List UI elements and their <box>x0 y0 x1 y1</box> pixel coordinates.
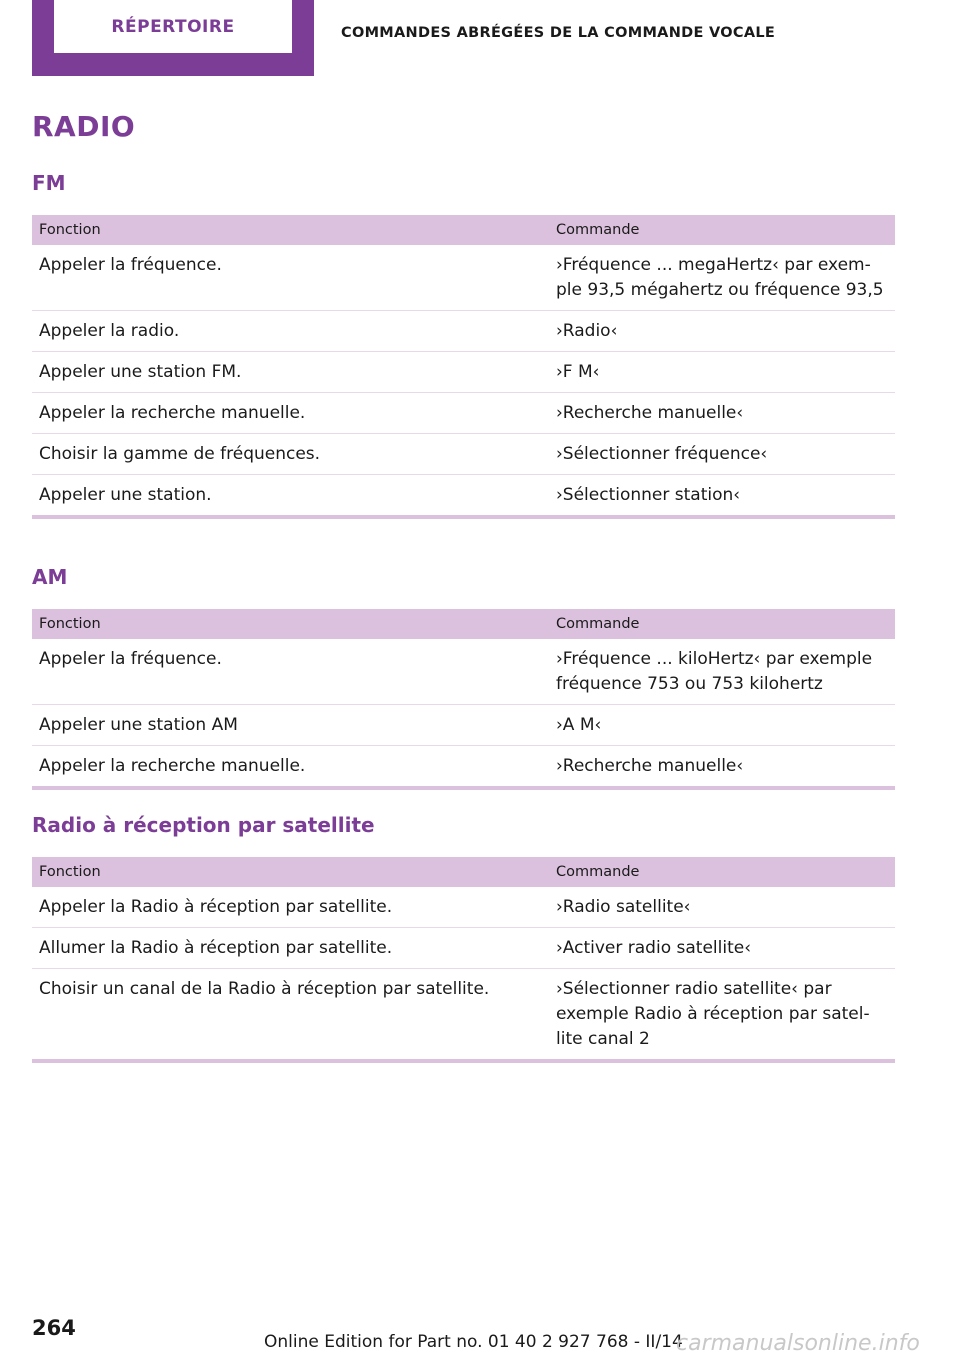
column-header-commande: Commande <box>549 215 895 245</box>
column-header-fonction: Fonction <box>32 609 549 639</box>
commande-cell: ›Sélectionner station‹ <box>549 475 895 518</box>
commande-cell: ›Recherche manuelle‹ <box>549 746 895 789</box>
table-row <box>32 245 895 311</box>
table-header-row <box>32 857 895 887</box>
commande-cell: ›A M‹ <box>549 705 895 746</box>
commande-cell: ›Radio‹ <box>549 311 895 352</box>
table-row <box>32 311 895 352</box>
column-header-commande: Commande <box>549 857 895 887</box>
table-row <box>32 352 895 393</box>
table-header-row <box>32 215 895 245</box>
column-header-fonction: Fonction <box>32 857 549 887</box>
header-tab-label[interactable]: RÉPERTOIRE <box>54 0 292 53</box>
fonction-cell: Appeler la recherche manuelle. <box>32 746 549 789</box>
section-title-am: AM <box>32 565 68 589</box>
column-header-fonction: Fonction <box>32 215 549 245</box>
fonction-cell: Appeler la radio. <box>32 311 549 352</box>
fonction-cell: Appeler la fréquence. <box>32 639 549 705</box>
fonction-cell: Allumer la Radio à réception par satellite. <box>32 928 549 969</box>
fonction-cell: Appeler la fréquence. <box>32 245 549 311</box>
table-row <box>32 887 895 928</box>
commande-cell: ›Fréquence ... kiloHertz‹ par exemple fréquence 753 ou 753 kilohertz <box>549 639 895 705</box>
table-row <box>32 705 895 746</box>
fonction-cell: Appeler la Radio à réception par satellite. <box>32 887 549 928</box>
commande-cell: ›Activer radio satellite‹ <box>549 928 895 969</box>
table-row <box>32 969 895 1062</box>
table-row <box>32 746 895 789</box>
table-row <box>32 434 895 475</box>
satellite-command-table <box>32 857 895 1063</box>
page-number: 264 <box>32 1316 76 1340</box>
fonction-cell: Appeler une station FM. <box>32 352 549 393</box>
am-command-table <box>32 609 895 790</box>
commande-cell: ›Radio satellite‹ <box>549 887 895 928</box>
table-row <box>32 393 895 434</box>
fm-command-table <box>32 215 895 519</box>
commande-cell: ›Sélectionner radio satellite‹ par exemple Radio à réception par satel‐lite canal 2 <box>549 969 895 1062</box>
table-row <box>32 475 895 518</box>
fonction-cell: Appeler la recherche manuelle. <box>32 393 549 434</box>
header-tab <box>32 0 314 76</box>
section-title-satellite-radio: Radio à réception par satellite <box>32 813 375 837</box>
commande-cell: ›Recherche manuelle‹ <box>549 393 895 434</box>
page-title: RADIO <box>32 110 136 143</box>
commande-cell: ›Sélectionner fréquence‹ <box>549 434 895 475</box>
edition-footer: Online Edition for Part no. 01 40 2 927 768 - II/14 <box>264 1332 683 1352</box>
fonction-cell: Appeler une station. <box>32 475 549 518</box>
fonction-cell: Choisir un canal de la Radio à réception par satellite. <box>32 969 549 1062</box>
fonction-cell: Choisir la gamme de fréquences. <box>32 434 549 475</box>
header-title: COMMANDES ABRÉGÉES DE LA COMMANDE VOCALE <box>341 25 776 41</box>
column-header-commande: Commande <box>549 609 895 639</box>
section-title-fm: FM <box>32 171 66 195</box>
table-row <box>32 639 895 705</box>
commande-cell: ›Fréquence ... megaHertz‹ par exem‐ple 93,5 mégahertz ou fréquence 93,5 <box>549 245 895 311</box>
fonction-cell: Appeler une station AM <box>32 705 549 746</box>
watermark: carmanualsonline.info <box>676 1331 920 1356</box>
table-row <box>32 928 895 969</box>
table-header-row <box>32 609 895 639</box>
commande-cell: ›F M‹ <box>549 352 895 393</box>
